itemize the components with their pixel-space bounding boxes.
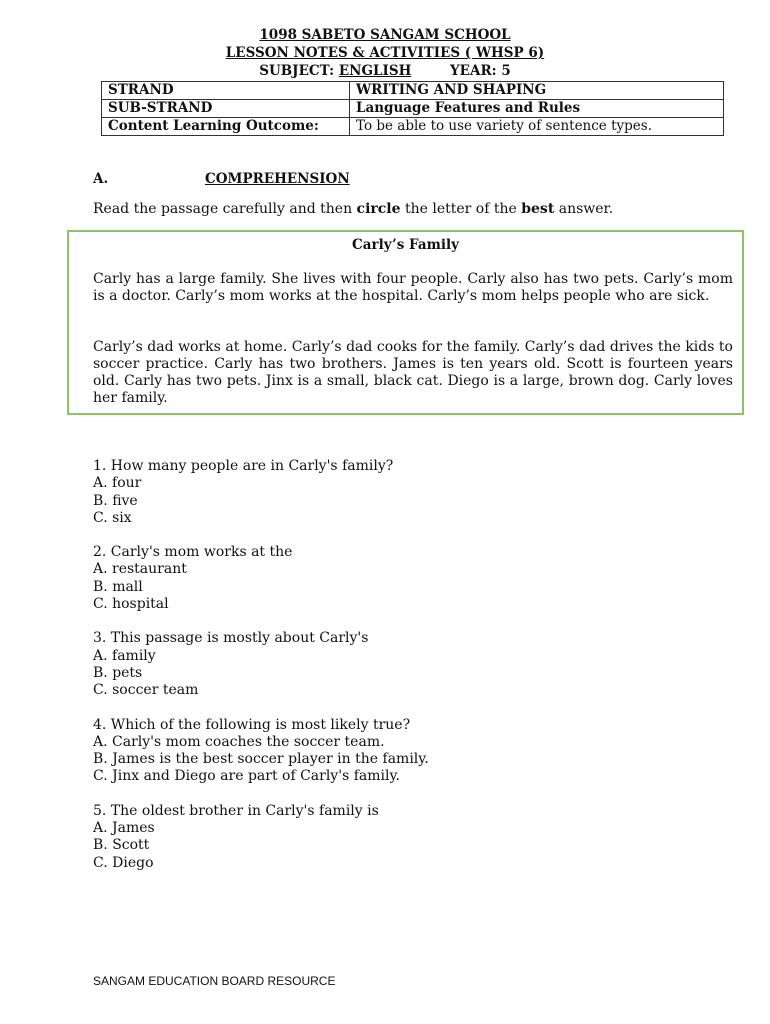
outcome-value: To be able to use variety of sentence types. (350, 118, 724, 136)
answer-option: C. soccer team (93, 682, 199, 699)
instruction-text: the letter of the (400, 201, 522, 217)
question-item (93, 717, 429, 786)
strand-label: STRAND (102, 82, 350, 100)
answer-option: A. restaurant (93, 561, 187, 578)
strand-value: WRITING AND SHAPING (350, 82, 724, 100)
question-item (93, 544, 429, 613)
answer-option: A. James (93, 820, 155, 837)
passage-title: Carly’s Family (351, 237, 460, 253)
table-row (102, 100, 724, 118)
substrand-value: Language Features and Rules (350, 100, 724, 118)
question-text: 1. How many people are in Carly's family? (93, 458, 394, 474)
question-list (93, 458, 429, 889)
footer-text: SANGAM EDUCATION BOARD RESOURCE (93, 974, 336, 988)
answer-option: C. Diego (93, 854, 154, 871)
answer-option: C. six (93, 509, 132, 526)
instruction-bold: best (521, 201, 555, 217)
passage-box (67, 230, 744, 415)
school-name: 1098 SABETO SANGAM SCHOOL (259, 27, 511, 43)
subject-line (0, 62, 770, 80)
section-letter: A. (93, 171, 109, 187)
answer-option: A. family (93, 647, 156, 664)
question-text: 2. Carly's mom works at the (93, 544, 293, 561)
answer-option: B. pets (93, 664, 143, 681)
section-title: COMPREHENSION (205, 171, 350, 187)
strand-table (101, 81, 724, 136)
answer-option: B. James is the best soccer player in the family. (93, 751, 429, 768)
lesson-title: LESSON NOTES & ACTIVITIES ( WHSP 6) (225, 45, 545, 61)
table-row (102, 118, 724, 136)
answer-option: B. five (93, 492, 138, 509)
subject-label: SUBJECT: (259, 63, 335, 79)
answer-option: A. four (93, 475, 142, 492)
passage-paragraph: Carly’s dad works at home. Carly’s dad cooks for the family. Carly’s dad drives the kids to soccer practice. Carly has two brothers. James is ten years old. Scott is fourteen years old. Carly has two pets. Jinx is a small, black cat. Diego is a large, brown dog. Carly loves her family. (93, 339, 733, 406)
instruction (93, 201, 613, 217)
answer-option: B. Scott (93, 837, 150, 854)
substrand-label: SUB-STRAND (102, 100, 350, 118)
answer-option: B. mall (93, 578, 143, 595)
question-text: 4. Which of the following is most likely true? (93, 716, 411, 733)
year-label: YEAR: 5 (450, 63, 511, 79)
instruction-text: Read the passage carefully and then (93, 201, 357, 217)
question-item (93, 458, 429, 527)
question-item (93, 803, 429, 872)
question-text: 3. This passage is mostly about Carly's (93, 630, 369, 647)
answer-option: C. hospital (93, 596, 169, 613)
answer-option: A. Carly's mom coaches the soccer team. (93, 733, 385, 750)
answer-option: C. Jinx and Diego are part of Carly's family. (93, 768, 400, 785)
instruction-text: answer. (554, 201, 614, 217)
table-row (102, 82, 724, 100)
passage-paragraph: Carly has a large family. She lives with four people. Carly also has two pets. Carly’s mom is a doctor. Carly’s mom works at the hospital. Carly’s mom helps people who are sick. (93, 271, 733, 304)
question-text: 5. The oldest brother in Carly's family is (93, 802, 379, 819)
question-item (93, 630, 429, 699)
outcome-label: Content Learning Outcome: (102, 118, 350, 136)
document-header (0, 26, 770, 80)
instruction-bold: circle (356, 201, 401, 217)
subject-value: ENGLISH (338, 63, 412, 79)
